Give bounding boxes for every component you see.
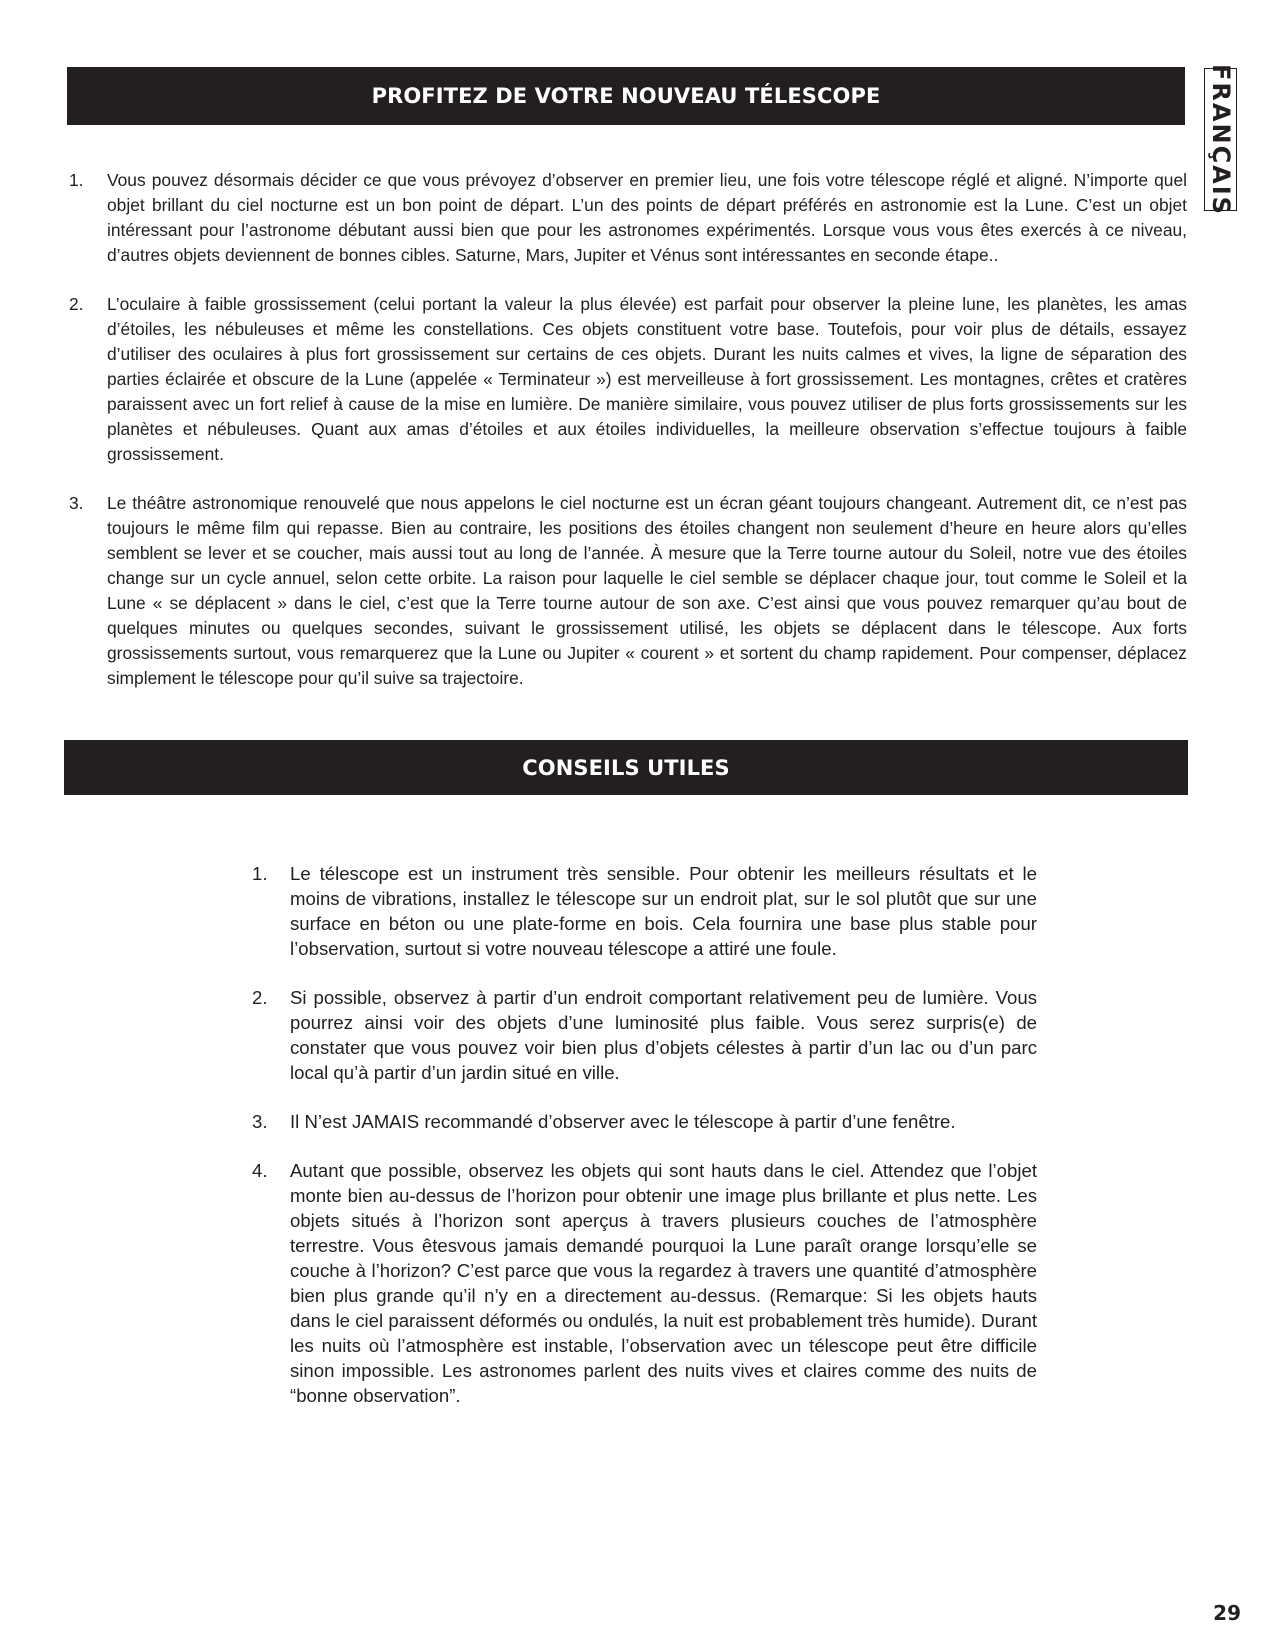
tips-list-usage xyxy=(69,168,1187,715)
list-item-number: 3. xyxy=(69,493,84,513)
section-heading-text: PROFITEZ DE VOTRE NOUVEAU TÉLESCOPE xyxy=(371,84,881,108)
list-item-number: 3. xyxy=(252,1111,268,1132)
language-tab-label: FRANÇAIS xyxy=(1206,63,1235,216)
list-item xyxy=(69,491,1187,691)
list-item-number: 2. xyxy=(252,987,268,1008)
list-item-text: Vous pouvez désormais décider ce que vous prévoyez d’observer en premier lieu, une fois votre télescope réglé et aligné. N’importe quel objet brillant du ciel nocturne est un bon point de départ. L’un des points de départ préférés en astronomie est la Lune. C’est un objet intéressant pour l’astronome débutant aussi bien que pour les astronomes expérimentés. Lorsque vous vous êtes exercés à ce niveau, d’autres objets deviennent de bonnes cibles. Saturne, Mars, Jupiter et Vénus sont intéressantes en seconde étape.. xyxy=(107,170,1187,265)
list-item xyxy=(252,985,1037,1085)
tips-list-conseils xyxy=(252,861,1037,1432)
list-item-text: Le télescope est un instrument très sensible. Pour obtenir les meilleurs résultats et le moins de vibrations, installez le télescope sur un endroit plat, sur le sol plutôt que sur une surface en béton ou une plate-forme en bois. Cela fournira une base plus stable pour l’observation, surtout si votre nouveau télescope a attiré une foule. xyxy=(290,863,1037,959)
list-item xyxy=(252,1158,1037,1408)
list-item xyxy=(252,1109,1037,1134)
list-item-text: Si possible, observez à partir d’un endroit comportant relativement peu de lumière. Vous pourrez ainsi voir des objets d’une luminosité plus faible. Vous serez surpris(e) de constater que vous pouvez voir bien plus d’objets célestes à partir d’un lac ou d’un parc local qu’à partir d’un jardin situé en ville. xyxy=(290,987,1037,1083)
list-item-number: 1. xyxy=(252,863,268,884)
language-tab xyxy=(1204,63,1237,216)
list-item-text: Autant que possible, observez les objets qui sont hauts dans le ciel. Attendez que l’objet monte bien au-dessus de l’horizon pour obtenir une image plus brillante et plus nette. Les objets situés à l’horizon sont aperçus à travers plusieurs couches de l’atmosphère terrestre. Vous êtesvous jamais demandé pourquoi la Lune paraît orange lorsqu’elle se couche à l’horizon? C’est parce que vous la regardez à travers une quantité d’atmosphère bien plus grande qu’il n’y en a directement au-dessus. (Remarque: Si les objets hauts dans le ciel paraissent déformés ou ondulés, la nuit est probablement très humide). Durant les nuits où l’atmosphère est instable, l’observation avec un télescope peut être difficile sinon impossible. Les astronomes parlent des nuits vives et claires comme des nuits de “bonne observation”. xyxy=(290,1160,1037,1406)
section-heading-conseils xyxy=(64,740,1188,795)
list-item-number: 1. xyxy=(69,170,84,190)
list-item xyxy=(252,861,1037,961)
list-item-number: 2. xyxy=(69,294,84,314)
list-item-text: L’oculaire à faible grossissement (celui portant la valeur la plus élevée) est parfait pour observer la pleine lune, les planètes, les amas d’étoiles, les nébuleuses et même les constellations. Ces objets constituent votre base. Toutefois, pour voir plus de détails, essayez d’utiliser des oculaires à plus fort grossissement sur certains de ces objets. Durant les nuits calmes et vives, la ligne de séparation des parties éclairée et obscure de la Lune (appelée « Terminateur ») est merveilleuse à fort grossissement. Les montagnes, crêtes et cratères paraissent avec un fort relief à cause de la mise en lumière. De manière similaire, vous pouvez utiliser de plus forts grossissements sur les planètes et nébuleuses. Quant aux amas d’étoiles et aux étoiles individuelles, la meilleure observation s’effectue toujours à faible grossissement. xyxy=(107,294,1187,464)
list-item xyxy=(69,292,1187,467)
page-number: 29 xyxy=(1213,1601,1241,1625)
list-item-text: Le théâtre astronomique renouvelé que nous appelons le ciel nocturne est un écran géant toujours changeant. Autrement dit, ce n’est pas toujours le même film qui repasse. Bien au contraire, les positions des étoiles changent non seulement d’heure en heure alors qu’elles semblent se lever et se coucher, mais aussi tout au long de l’année. À mesure que la Terre tourne autour du Soleil, notre vue des étoiles change sur un cycle annuel, selon cette orbite. La raison pour laquelle le ciel semble se déplacer chaque jour, tout comme le Soleil et la Lune « se déplacent » dans le ciel, c’est que la Terre tourne autour de son axe. C’est ainsi que vous pouvez remarquer qu’au bout de quelques minutes ou quelques secondes, suivant le grossissement utilisé, les objets se déplacent dans le télescope. Aux forts grossissements surtout, vous remarquerez que la Lune ou Jupiter « courent » et sortent du champ rapidement. Pour compenser, déplacez simplement le télescope pour qu’il suive sa trajectoire. xyxy=(107,493,1187,688)
section-heading-profitez xyxy=(67,67,1185,125)
section-heading-text: CONSEILS UTILES xyxy=(522,755,730,780)
list-item xyxy=(69,168,1187,268)
list-item-text: Il N’est JAMAIS recommandé d’observer avec le télescope à partir d’une fenêtre. xyxy=(290,1111,956,1132)
list-item-number: 4. xyxy=(252,1160,268,1181)
